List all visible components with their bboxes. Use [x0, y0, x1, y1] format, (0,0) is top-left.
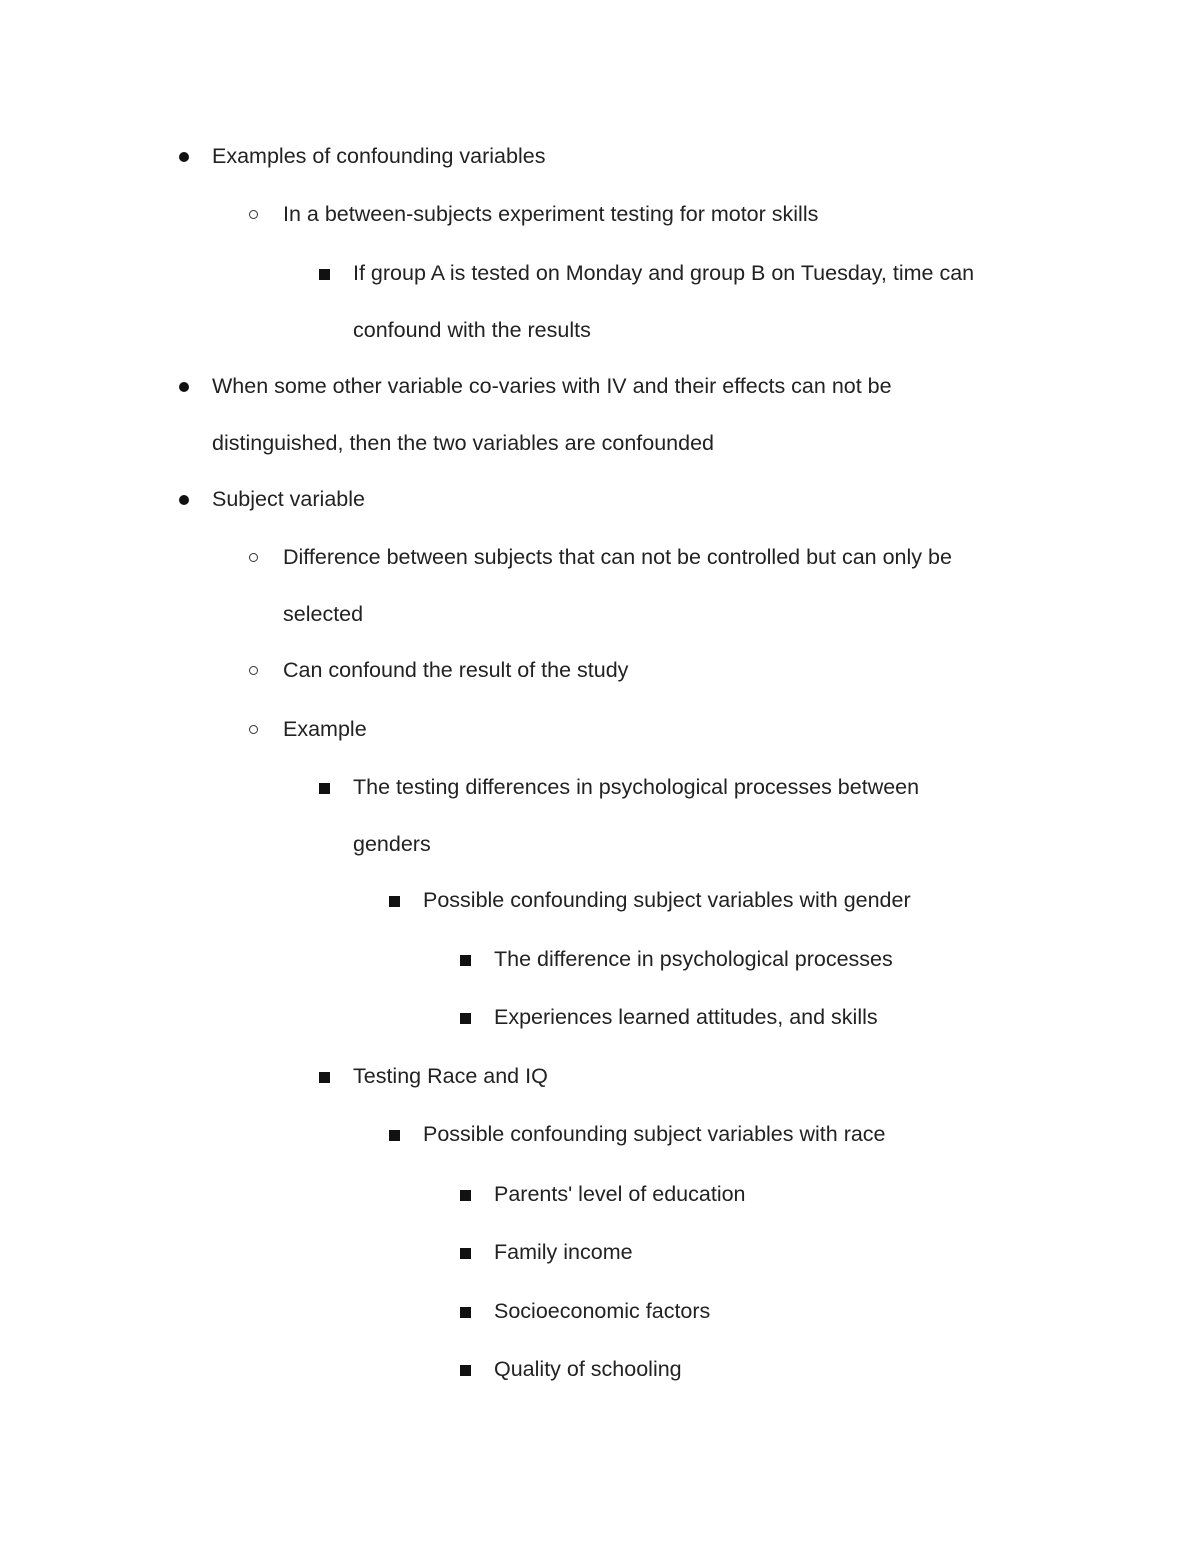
list-item-text: Quality of schooling — [494, 1357, 682, 1381]
list-item-text: In a between-subjects experiment testing for motor skills — [283, 202, 819, 226]
list-item-text: confound with the results — [353, 318, 591, 342]
square-bullet-icon — [460, 1190, 471, 1201]
square-bullet-icon — [460, 1248, 471, 1259]
square-bullet-icon — [460, 1013, 471, 1024]
list-item-text: selected — [283, 602, 364, 626]
list-item-text: When some other variable co-varies with IV and their effects can not be — [212, 374, 892, 398]
square-bullet-icon — [460, 955, 471, 966]
list-item-text: Subject variable — [212, 487, 365, 511]
list-item-text: Difference between subjects that can not be controlled but can only be — [283, 545, 952, 569]
circle-bullet-icon — [249, 666, 258, 675]
disc-bullet-icon — [179, 152, 189, 162]
list-item-text: Example — [283, 717, 367, 741]
list-item-text: Examples of confounding variables — [212, 144, 546, 168]
list-item-text: The testing differences in psychological processes between — [353, 775, 920, 799]
square-bullet-icon — [389, 896, 400, 907]
list-item-text: Parents' level of education — [494, 1182, 746, 1206]
list-item-text: distinguished, then the two variables are confounded — [212, 431, 715, 455]
square-bullet-icon — [319, 1072, 330, 1083]
list-item-text: genders — [353, 832, 431, 856]
circle-bullet-icon — [249, 210, 258, 219]
list-item-text: If group A is tested on Monday and group B on Tuesday, time can — [353, 261, 975, 285]
list-item-text: Experiences learned attitudes, and skills — [494, 1005, 878, 1029]
disc-bullet-icon — [179, 495, 189, 505]
disc-bullet-icon — [179, 382, 189, 392]
circle-bullet-icon — [249, 553, 258, 562]
list-item-text: Testing Race and IQ — [353, 1064, 548, 1088]
circle-bullet-icon — [249, 725, 258, 734]
list-item-text: Can confound the result of the study — [283, 658, 629, 682]
list-item-text: Socioeconomic factors — [494, 1299, 711, 1323]
square-bullet-icon — [389, 1130, 400, 1141]
square-bullet-icon — [460, 1307, 471, 1318]
square-bullet-icon — [460, 1365, 471, 1376]
list-item-text: The difference in psychological processes — [494, 947, 893, 971]
square-bullet-icon — [319, 783, 330, 794]
list-item-text: Family income — [494, 1240, 633, 1264]
square-bullet-icon — [319, 269, 330, 280]
list-item-text: Possible confounding subject variables with race — [423, 1122, 886, 1146]
list-item-text: Possible confounding subject variables with gender — [423, 888, 911, 912]
